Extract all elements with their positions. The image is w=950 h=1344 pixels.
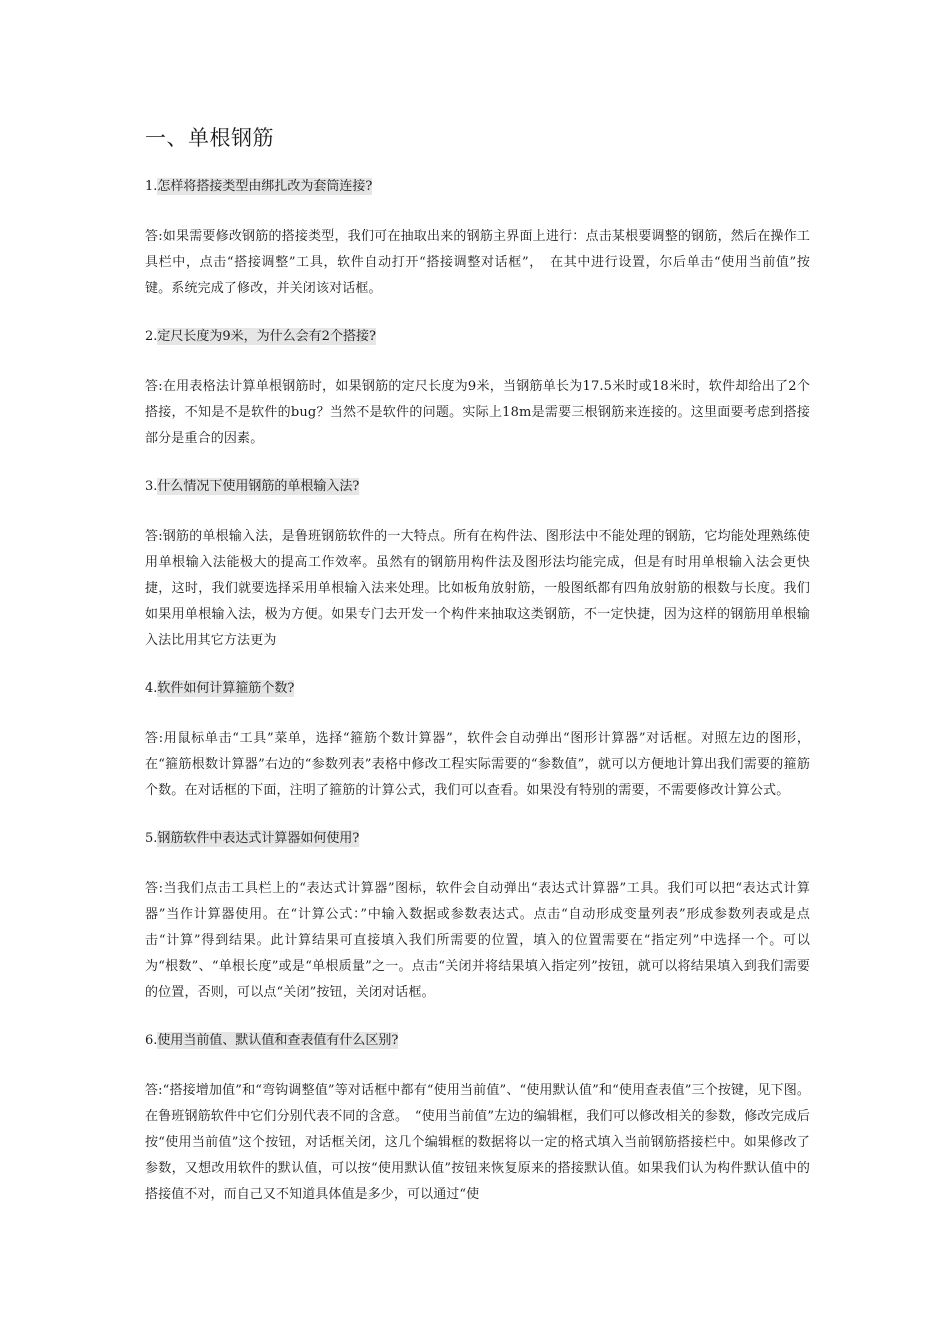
answer-1: 答:如果需要修改钢筋的搭接类型，我们可在抽取出来的钢筋主界面上进行：点击某根要调整的钢筋，然后在操作工具栏中，点击“搭接调整”工具，软件自动打开“搭接调整对话框”， 在其中进行设置，尔后单击“使用当前值”按键。系统完成了修改，并关闭该对话框。 bbox=[145, 229, 810, 296]
answer-6: 答:“搭接增加值”和“弯钩调整值”等对话框中都有“使用当前值”、“使用默认值”和“使用查表值”三个按键，见下图。在鲁班钢筋软件中它们分别代表不同的含意。 “使用当前值”左边的编辑框，我们可以修改相关的参数，修改完成后按“使用当前值”这个按钮，对话框关闭，这几个编辑框的数据将以一定的格式填入当前钢筋搭接栏中。如果修改了参数，又想改用软件的默认值，可以按“使用默认值”按钮来恢复原来的搭接默认值。如果我们认为构件默认值中的搭接值不对，而自己又不知道具体值是多少，可以通过“使 bbox=[145, 1083, 810, 1202]
question-4 bbox=[145, 676, 810, 702]
question-number: 2. bbox=[145, 329, 158, 344]
answer-5: 答:当我们点击工具栏上的“表达式计算器”图标，软件会自动弹出“表达式计算器”工具。我们可以把“表达式计算器”当作计算器使用。在“计算公式：”中输入数据或参数表达式。点击“自动形成变量列表”形成参数列表或是点击“计算”得到结果。此计算结果可直接填入我们所需要的位置，填入的位置需要在“指定列”中选择一个。可以为“根数”、“单根长度”或是“单根质量”之一。点击“关闭并将结果填入指定列”按钮，就可以将结果填入到我们需要的位置，否则，可以点“关闭”按钮，关闭对话框。 bbox=[145, 881, 810, 1000]
qa-section-2 bbox=[145, 324, 810, 452]
question-number: 1. bbox=[145, 179, 158, 194]
qa-section-3 bbox=[145, 474, 810, 654]
question-text: 钢筋软件中表达式计算器如何使用? bbox=[157, 831, 360, 846]
question-text: 什么情况下使用钢筋的单根输入法? bbox=[157, 479, 360, 494]
answer-3: 答:钢筋的单根输入法，是鲁班钢筋软件的一大特点。所有在构件法、图形法中不能处理的钢筋，它均能处理熟练使用单根输入法能极大的提高工作效率。虽然有的钢筋用构件法及图形法均能完成，但是有时用单根输入法会更快捷，这时，我们就要选择采用单根输入法来处理。比如板角放射筋，一般图纸都有四角放射筋的根数与长度。我们如果用单根输入法，极为方便。如果专门去开发一个构件来抽取这类钢筋，不一定快捷，因为这样的钢筋用单根输入法比用其它方法更为 bbox=[145, 529, 810, 648]
section-title: 一、单根钢筋 bbox=[145, 126, 274, 150]
question-number: 6. bbox=[145, 1033, 158, 1048]
answer-2: 答:在用表格法计算单根钢筋时，如果钢筋的定尺长度为9米，当钢筋单长为17.5米时或18米时，软件却给出了2个搭接，不知是不是软件的bug？当然不是软件的问题。实际上18m是需要三根钢筋来连接的。这里面要考虑到搭接部分是重合的因素。 bbox=[145, 379, 810, 446]
qa-section-5 bbox=[145, 826, 810, 1006]
question-text: 使用当前值、默认值和查表值有什么区别? bbox=[157, 1033, 399, 1048]
question-number: 4. bbox=[145, 681, 158, 696]
question-2 bbox=[145, 324, 810, 350]
qa-section-4 bbox=[145, 676, 810, 804]
qa-section-6 bbox=[145, 1028, 810, 1208]
question-number: 5. bbox=[145, 831, 158, 846]
answer-4: 答:用鼠标单击“工具”菜单，选择“箍筋个数计算器”，软件会自动弹出“图形计算器”对话框。对照左边的图形，在“箍筋根数计算器”右边的“参数列表”表格中修改工程实际需要的“参数值”，就可以方便地计算出我们需要的箍筋个数。在对话框的下面，注明了箍筋的计算公式，我们可以查看。如果没有特别的需要，不需要修改计算公式。 bbox=[145, 731, 810, 798]
question-text: 软件如何计算箍筋个数? bbox=[157, 681, 295, 696]
question-number: 3. bbox=[145, 479, 158, 494]
question-1 bbox=[145, 174, 810, 200]
question-text: 定尺长度为9米，为什么会有2个搭接? bbox=[157, 329, 376, 344]
question-5 bbox=[145, 826, 810, 852]
question-text: 怎样将搭接类型由绑扎改为套筒连接? bbox=[157, 179, 373, 194]
qa-section-1 bbox=[145, 174, 810, 302]
question-3 bbox=[145, 474, 810, 500]
question-6 bbox=[145, 1028, 810, 1054]
